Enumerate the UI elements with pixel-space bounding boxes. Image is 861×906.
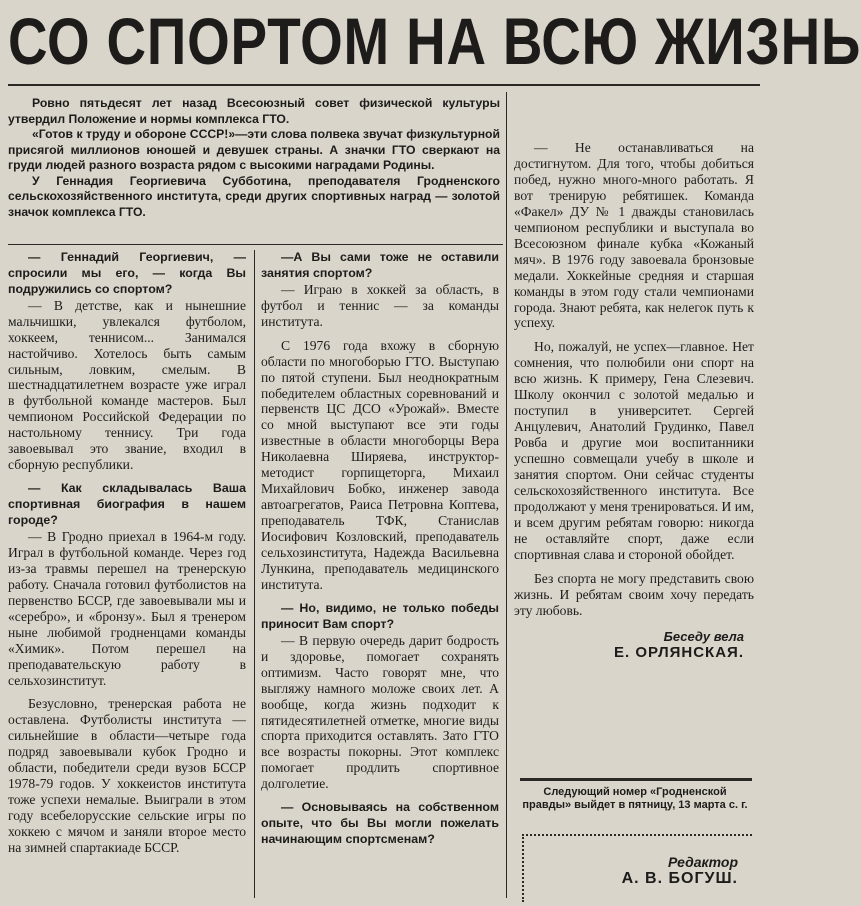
article-column-2 (261, 250, 499, 902)
notice-rule (520, 778, 752, 781)
interview-question: — Как складывалась Ваша спортивная биография в нашем городе? (8, 481, 246, 528)
editor-credit (622, 854, 738, 888)
intro-lead (8, 96, 500, 220)
article-paragraph: — В детстве, как и нынешние мальчишки, увлекался футболом, хоккеем, теннисом... Занимался настойчиво. Хотелось быть самым сильным, ловким, смелым. В шестнадцатилетнем возрасте уже играл в футбольной команде мастеров. Был чемпионом Российской Федерации по настольному теннису. Три года завоевывал это звание, входил в сборную республики. (8, 297, 246, 473)
editor-box (522, 834, 752, 902)
column-divider (254, 250, 255, 898)
interview-question: — Но, видимо, не только победы приносит Вам спорт? (261, 600, 499, 631)
article-paragraph: С 1976 года вхожу в сборную области по многоборью ГТО. Выступаю по пятой ступени. Был неоднократным победителем областных соревнований и первенств ЦС ДСО «Урожай». Вместе со мной выступают все эти годы известные в области многоборцы Вера Николаевна Ширяева, инструктор-методист горпищеторга, Михаил Михайлович Бобко, инженер завода автоагрегатов, Раиса Петровна Коптева, преподаватель ТФК, Станислав Иосифович Козловский, преподаватель сельхозинститута, Надежда Васильевна Лункина, преподаватель медицинского института. (261, 337, 499, 592)
editor-title: Редактор (667, 854, 738, 870)
interview-question: — Основываясь на собственном опыте, что бы Вы могли пожелать начинающим спортсменам? (261, 800, 499, 847)
headline: СО СПОРТОМ НА ВСЮ ЖИЗНЬ (8, 4, 861, 78)
article-paragraph: — В Гродно приехал в 1964-м году. Играл в футбольной команде. Через год из-за травмы перешел на тренерскую работу. Сначала готовил футболистов на первенство БССР, где завоевывали мы и «серебро», и «бронзу». Был я тренером ныне любимой гродненцами команды «Химик». Потом перешел на преподавательскую работу в сельхозинститут. (8, 528, 246, 688)
interview-question: — Геннадий Георгиевич, — спросили мы его, — когда Вы подружились со спортом? (8, 250, 246, 296)
article-paragraph: Но, пожалуй, не успех—главное. Нет сомнения, что полюбили они спорт на всю жизнь. К примеру, Гена Слезевич. Школу окончил с золотой медалью и поступил в университет. Сергей Анцулевич, Анатолий Грудинко, Павел Ровба и другие мои воспитанники успешно совмещали учебу в школе и занятия спортом. Они сейчас студенты сельскохозяйственного института. Все продолжают у меня тренироваться. И им, и всем другим ребятам говорю: никогда не оставляйте спорт, даже если спортивная слава и стороной обойдет. (514, 339, 755, 562)
column-divider (506, 92, 507, 898)
article-paragraph: — Не останавливаться на достигнутом. Для того, чтобы добиться побед, нужно много-много работать. Я вот тренирую ребятишек. Команда «Факел» ДУ № 1 дважды становилась чемпионом республики и выступала во Всесоюзном финале кубка «Кожаный мяч». В 1976 году завоевала бронзовые медали. Хоккейные средняя и старшая команды в этом году стали чемпионами города. Знают ребята, как нелегок путь к успеху. (514, 140, 754, 331)
interview-question: —А Вы сами тоже не оставили занятия спортом? (261, 250, 499, 280)
article-paragraph: — Играю в хоккей за область, в футбол и теннис — за команды института. (261, 281, 499, 329)
signoff-caption: Беседу вела (663, 628, 744, 644)
intro-paragraph: У Геннадия Георгиевича Субботина, преподавателя Гродненского сельскохозяйственного института, среди других спортивных наград — золотой значок комплекса ГТО. (8, 173, 500, 219)
headline-rule (8, 84, 760, 86)
article-column-1 (8, 250, 246, 902)
signoff (514, 629, 754, 661)
editor-name: А. В. БОГУШ. (621, 870, 738, 887)
article-column-3 (514, 140, 754, 772)
intro-paragraph: Ровно пятьдесят лет назад Всесоюзный совет физической культуры утвердил Положение и нормы комплекса ГТО. (8, 96, 500, 126)
next-issue-notice: Следующий номер «Гродненской правды» выйдет в пятницу, 13 марта с. г. (522, 786, 748, 811)
article-paragraph: — В первую очередь дарит бодрость и здоровье, помогает сохранять оптимизм. Часто говорят мне, что выгляжу намного моложе своих лет. А вообще, когда жизнь подходит к пятидесятилетней отметке, многие виды спорта приходится оставлять. Зато ГТО все возрасты покорны. Этот комплекс помогает продлить спортивное долголетие. (261, 632, 499, 792)
article-paragraph: Безусловно, тренерская работа не оставлена. Футболисты института — сильнейшие в области—четыре года подряд завоевывали кубок Гродно и области, победители среди вузов БССР 1978-79 годов. У хоккеистов института тоже успехи немалые. Выиграли в этом году всебелорусские сельские игры по хоккею с мячом и заняли второе место на зимней спартакиаде БССР. (8, 696, 246, 856)
signoff-author: Е. ОРЛЯНСКАЯ. (614, 643, 744, 661)
intro-bottom-rule (8, 244, 503, 245)
intro-paragraph: «Готов к труду и обороне СССР!»—эти слова полвека звучат физкультурной присягой миллионов юношей и девушек страны. А значки ГТО сверкают на груди людей разного возраста рядом с высокими наградами Родины. (8, 127, 500, 172)
article-paragraph: Без спорта не могу представить свою жизнь. И ребятам своим хочу передать эту любовь. (514, 570, 754, 618)
